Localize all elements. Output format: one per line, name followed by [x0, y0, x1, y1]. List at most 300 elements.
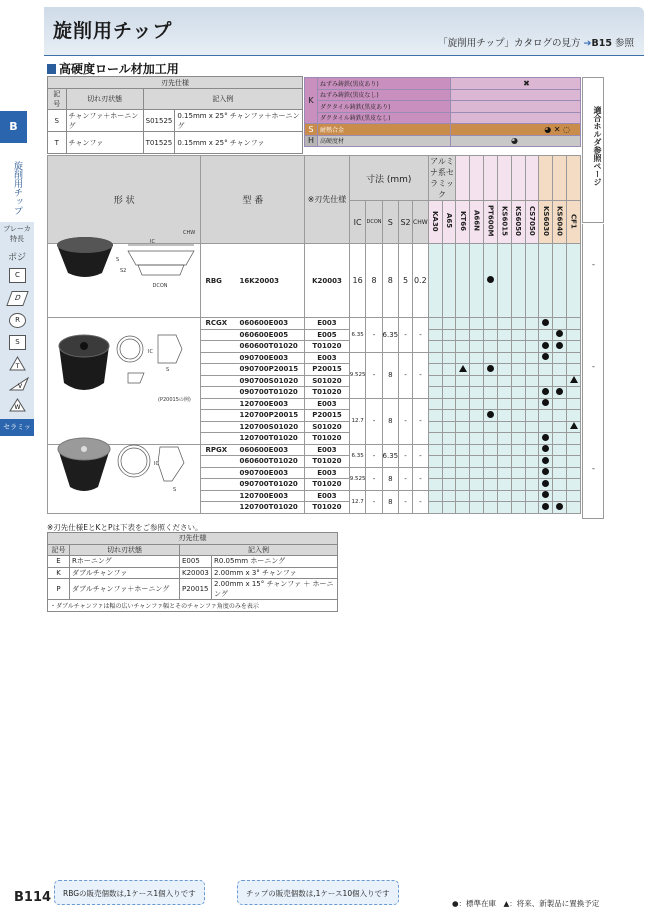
stock-dot-icon: [487, 365, 494, 372]
stock-dot-icon: [542, 468, 549, 475]
edge-spec-header: 記号: [48, 89, 67, 110]
grade-header: KS6040: [555, 206, 564, 236]
model-label: 090700P20015: [239, 365, 299, 374]
stock-dot-icon: [542, 399, 549, 406]
edge-cell: E003: [305, 352, 350, 364]
dim-label: DCON: [152, 283, 168, 289]
grade-cell: [428, 410, 442, 422]
replacement-triangle-icon: [570, 376, 578, 383]
grade-cell: [456, 352, 470, 364]
edge-spec2-header: 記号: [48, 544, 70, 556]
grade-cell: [484, 467, 498, 479]
grade-cell: [539, 433, 553, 445]
replacement-triangle-icon: [459, 365, 467, 372]
grade-cell: [511, 502, 525, 514]
grade-cell: [497, 410, 511, 422]
grade-cell: [553, 467, 567, 479]
edge-spec2-title: 刃先仕様: [48, 533, 338, 545]
grade-cell: [525, 433, 539, 445]
grade-cell: [428, 502, 442, 514]
material-code-k: K: [305, 78, 318, 124]
material-mark: [451, 101, 581, 113]
grade-cell: [484, 444, 498, 456]
dim-label: S: [116, 257, 120, 263]
stock-dot-icon: [487, 276, 494, 283]
grade-cell: [442, 318, 456, 330]
grade-cell: [470, 410, 484, 422]
grade-cell: [456, 479, 470, 491]
sidebar-item-d[interactable]: D: [6, 291, 28, 306]
grade-cell: [539, 467, 553, 479]
dim-cell: 8: [382, 352, 399, 398]
edge-spec2-cell: ダブルチャンファ: [70, 567, 180, 579]
grade-cell: [539, 502, 553, 514]
series-label: RCGX: [205, 319, 228, 328]
grade-cell: [567, 479, 581, 491]
grade-cell: [553, 398, 567, 410]
col-group-header: [511, 156, 525, 201]
edge-spec-cell: T: [48, 132, 67, 154]
dim-cell: -: [399, 490, 413, 513]
sidebar-item-w-label: W: [14, 404, 21, 411]
grade-cell: [470, 456, 484, 468]
edge-cell: S01020: [305, 375, 350, 387]
model-cell: [201, 329, 305, 341]
grade-cell: [470, 479, 484, 491]
page-header: [44, 7, 644, 55]
col-alumina: アルミナ系セラミック: [430, 157, 454, 199]
grade-cell: [539, 410, 553, 422]
grade-cell: [567, 502, 581, 514]
grade-cell: [553, 244, 567, 318]
grade-cell: [511, 318, 525, 330]
grade-cell: [456, 364, 470, 376]
grade-cell: [442, 329, 456, 341]
edge-spec-cell: チャンファ: [66, 132, 143, 154]
grade-cell: [539, 341, 553, 353]
grade-cell: [553, 387, 567, 399]
grade-cell: [442, 421, 456, 433]
stock-dot-icon: [542, 503, 549, 510]
grade-cell: [511, 364, 525, 376]
material-code-h: H: [305, 135, 318, 147]
grade-cell: [511, 329, 525, 341]
rbg-photo: [57, 237, 113, 277]
material-code-s: S: [305, 124, 318, 136]
dim-cell: -: [413, 318, 429, 353]
grade-header: CF1: [569, 213, 578, 229]
sidebar-item-t[interactable]: [9, 356, 26, 371]
stock-dot-icon: [556, 503, 563, 510]
grade-cell: [470, 490, 484, 502]
grade-cell: [511, 375, 525, 387]
grade-cell: [567, 329, 581, 341]
dim-cell: 8: [382, 398, 399, 444]
dim-cell: -: [413, 490, 429, 513]
edge-cell: E003: [305, 318, 350, 330]
grade-cell: [525, 398, 539, 410]
sidebar-nav: [0, 222, 34, 448]
dim-cell: -: [399, 318, 413, 353]
edge-spec2-cell: 2.00mm x 3° チャンファ: [212, 567, 338, 579]
edge-spec2-cell: Rホーニング: [70, 556, 180, 568]
material-label: ねずみ鋳鉄(黒皮なし): [318, 89, 451, 101]
grade-cell: [442, 502, 456, 514]
model-label: 060600T01020: [239, 457, 298, 466]
sidebar-item-c[interactable]: C: [9, 268, 26, 283]
grade-cell: [539, 387, 553, 399]
edge-spec-title: 刃先仕様: [48, 77, 303, 89]
grade-cell: [553, 329, 567, 341]
grade-cell: [442, 433, 456, 445]
grade-header: CS7050: [527, 206, 536, 236]
grade-cell: [567, 341, 581, 353]
grade-header: KA30: [431, 210, 440, 232]
reference-text: 「旋削用チップ」カタログの見方: [438, 38, 581, 49]
model-cell: [201, 479, 305, 491]
edge-cell: E003: [305, 398, 350, 410]
grade-cell: [442, 375, 456, 387]
dim-cell: -: [399, 398, 413, 444]
grade-cell: [428, 479, 442, 491]
dim-cell: 6.35: [382, 318, 399, 353]
dim-cell: -: [366, 352, 382, 398]
grade-cell: [484, 456, 498, 468]
grade-cell: [470, 329, 484, 341]
grade-cell: [428, 244, 442, 318]
material-label: ダクタイル鋳鉄(黒皮なし): [318, 112, 451, 124]
dim-col: S2: [399, 201, 413, 244]
dim-cell: 5: [399, 244, 413, 318]
grade-cell: [484, 421, 498, 433]
page-title: 旋削用チップ: [53, 20, 173, 42]
edge-cell: K20003: [305, 244, 350, 318]
dim-col: DCON: [366, 201, 382, 244]
edge-spec2-cell: E005: [180, 556, 212, 568]
grade-cell: [484, 433, 498, 445]
grade-cell: [525, 456, 539, 468]
dim-col: CHW: [413, 201, 429, 244]
edge-spec-cell: T01525: [143, 132, 175, 154]
model-cell: [201, 421, 305, 433]
grade-cell: [553, 444, 567, 456]
grade-cell: [484, 329, 498, 341]
chapter-vertical-label: 旋削用チップ: [12, 161, 22, 215]
edge-cell: T01020: [305, 387, 350, 399]
holder-ref-rcgx: -: [592, 362, 595, 371]
grade-cell: [511, 433, 525, 445]
grade-cell: [497, 244, 511, 318]
model-label: 16K20003: [239, 276, 279, 285]
grade-cell: [470, 352, 484, 364]
sidebar-item-v[interactable]: [9, 377, 26, 392]
grade-cell: [497, 490, 511, 502]
grade-cell: [497, 421, 511, 433]
edge-spec2-cell: E: [48, 556, 70, 568]
grade-cell: [470, 387, 484, 399]
grade-cell: [484, 490, 498, 502]
grade-cell: [511, 421, 525, 433]
grade-cell: [497, 329, 511, 341]
reference-suffix: 参照: [614, 38, 634, 49]
grade-cell: [484, 375, 498, 387]
dim-cell: 8: [382, 467, 399, 490]
model-cell: [201, 444, 305, 456]
model-cell: [201, 352, 305, 364]
grade-cell: [567, 352, 581, 364]
grade-cell: [525, 318, 539, 330]
model-cell: [201, 502, 305, 514]
edge-spec2-cell: P20015: [180, 579, 212, 600]
grade-cell: [525, 364, 539, 376]
catalog-reference[interactable]: [438, 35, 634, 49]
grade-cell: [525, 410, 539, 422]
stock-dot-icon: [542, 491, 549, 498]
grade-cell: [525, 421, 539, 433]
edge-cell: E005: [305, 329, 350, 341]
grade-cell: [456, 387, 470, 399]
grade-cell: [539, 398, 553, 410]
col-group-header: [497, 156, 511, 201]
dim-cell: -: [366, 318, 382, 353]
col-group-header: [553, 156, 567, 201]
grade-header: PT600M: [486, 205, 495, 237]
edge-cell: T01020: [305, 502, 350, 514]
model-cell: [201, 387, 305, 399]
edge-spec2-cell: ダブルチャンファ＋ホーニング: [70, 579, 180, 600]
grade-cell: [456, 341, 470, 353]
grade-cell: [470, 444, 484, 456]
dim-label: IC: [150, 239, 155, 245]
stock-dot-icon: [542, 342, 549, 349]
grade-cell: [428, 398, 442, 410]
material-mark: ◕ ✕ ◌: [451, 124, 581, 136]
sidebar-item-v-label: V: [17, 383, 23, 390]
model-label: 120700E003: [239, 491, 289, 500]
model-cell: [201, 318, 305, 330]
edge-cell: T01020: [305, 341, 350, 353]
dim-cell: -: [366, 467, 382, 490]
dim-cell: -: [413, 444, 429, 467]
holder-ref-column: [582, 224, 604, 519]
grade-cell: [539, 444, 553, 456]
edge-spec-table-2: [47, 532, 338, 612]
sidebar-item-w[interactable]: [9, 398, 26, 413]
grade-cell: [497, 467, 511, 479]
grade-cell: [470, 318, 484, 330]
reference-page[interactable]: B15: [591, 38, 612, 49]
grade-cell: [428, 341, 442, 353]
edge-cell: P20015: [305, 364, 350, 376]
grade-cell: [442, 387, 456, 399]
dim-label: S2: [120, 268, 127, 274]
chapter-tab-b[interactable]: B: [0, 111, 27, 143]
col-group-header: [539, 156, 553, 201]
col-group-header: [525, 156, 539, 201]
dim-cell: 0.2: [413, 244, 429, 318]
section-square-icon: [47, 64, 56, 74]
grade-cell: [442, 467, 456, 479]
edge-spec-cell: 0.15mm x 25° チャンファ: [175, 132, 303, 154]
grade-cell: [525, 467, 539, 479]
model-cell: [201, 410, 305, 422]
edge-spec-cell: S01525: [143, 110, 175, 132]
model-label: 060600E003: [239, 445, 289, 454]
grade-cell: [525, 375, 539, 387]
grade-cell: [456, 410, 470, 422]
sidebar-item-r[interactable]: R: [9, 313, 26, 328]
model-cell: [201, 341, 305, 353]
grade-cell: [511, 387, 525, 399]
dim-label: IC: [154, 461, 159, 467]
stock-dot-icon: [542, 434, 549, 441]
sidebar-item-posi[interactable]: ポジ: [7, 253, 26, 263]
edge-spec-cell: 0.15mm x 25° チャンファ＋ホーニング: [175, 110, 303, 132]
grade-cell: [484, 398, 498, 410]
edge-cell: E003: [305, 467, 350, 479]
grade-cell: [484, 387, 498, 399]
model-label: 120700P20015: [239, 411, 299, 420]
sidebar-item-ceramic[interactable]: セラミック: [0, 419, 34, 436]
grade-cell: [539, 479, 553, 491]
model-label: 120700E003: [239, 399, 289, 408]
col-dims: 寸法 (mm): [349, 156, 428, 201]
triangle-icon: [9, 356, 26, 371]
grade-cell: [525, 341, 539, 353]
stock-dot-icon: [487, 411, 494, 418]
grade-cell: [553, 318, 567, 330]
model-label: 090700T01020: [239, 388, 298, 397]
grade-cell: [497, 375, 511, 387]
grade-cell: [553, 502, 567, 514]
grade-cell: [484, 318, 498, 330]
grade-cell: [553, 456, 567, 468]
footer-legend: ●：標準在庫 ▲：将来、新製品に置換予定: [452, 899, 600, 908]
grade-cell: [511, 352, 525, 364]
dim-cell: 6.35: [382, 444, 399, 467]
grade-cell: [442, 456, 456, 468]
grade-cell: [442, 341, 456, 353]
material-label: ねずみ鋳鉄(黒皮あり): [318, 78, 451, 90]
stock-dot-icon: [542, 353, 549, 360]
grade-cell: [497, 341, 511, 353]
grade-cell: [456, 375, 470, 387]
grade-cell: [497, 502, 511, 514]
dim-cell: 8: [366, 244, 382, 318]
dim-cell: 6.35: [349, 318, 366, 353]
arrow-icon: ➔: [583, 38, 592, 49]
grade-cell: [442, 364, 456, 376]
grade-cell: [567, 244, 581, 318]
rcgx-drawing: [117, 335, 191, 403]
grade-cell: [525, 244, 539, 318]
grade-cell: [539, 490, 553, 502]
edge-cell: T01020: [305, 433, 350, 445]
model-cell: [201, 433, 305, 445]
model-label: 060600E005: [239, 330, 289, 339]
grade-cell: [539, 352, 553, 364]
grade-cell: [470, 467, 484, 479]
edge-cell: T01020: [305, 456, 350, 468]
model-label: 120700S01020: [239, 422, 299, 431]
grade-cell: [470, 375, 484, 387]
grade-cell: [567, 444, 581, 456]
sidebar-item-breaker[interactable]: ブレーカ特長: [3, 225, 31, 243]
stock-dot-icon: [542, 445, 549, 452]
grade-cell: [428, 467, 442, 479]
replacement-triangle-icon: [570, 422, 578, 429]
grade-cell: [456, 244, 470, 318]
dim-cell: -: [366, 398, 382, 444]
material-mark: ◕: [451, 135, 581, 147]
edge-spec-cell: チャンファ＋ホーニング: [66, 110, 143, 132]
edge-spec2-cell: K20003: [180, 567, 212, 579]
grade-cell: [511, 456, 525, 468]
grade-cell: [470, 244, 484, 318]
dim-cell: 9.525: [349, 352, 366, 398]
dim-label: (P20015の例): [158, 397, 191, 403]
grade-cell: [456, 467, 470, 479]
sidebar-item-s[interactable]: S: [9, 335, 26, 350]
material-mark: [451, 112, 581, 124]
material-label: 高硬度材: [318, 135, 451, 147]
grade-cell: [539, 364, 553, 376]
grade-cell: [456, 490, 470, 502]
grade-cell: [456, 502, 470, 514]
grade-cell: [511, 479, 525, 491]
grade-cell: [484, 410, 498, 422]
grade-cell: [539, 375, 553, 387]
grade-cell: [567, 433, 581, 445]
series-label: RPGX: [205, 445, 228, 454]
grade-cell: [484, 479, 498, 491]
grade-cell: [553, 375, 567, 387]
dim-label: IC: [148, 349, 153, 355]
grade-cell: [470, 341, 484, 353]
grade-cell: [497, 318, 511, 330]
grade-cell: [456, 398, 470, 410]
holder-ref-rbg: -: [592, 260, 595, 269]
model-label: 120700T01020: [239, 503, 298, 512]
section-title-text: 高硬度ロール材加工用: [59, 62, 179, 76]
grade-cell: [539, 456, 553, 468]
dim-cell: 12.7: [349, 490, 366, 513]
grade-cell: [497, 364, 511, 376]
trigon-icon: [9, 398, 26, 413]
grade-cell: [567, 398, 581, 410]
grade-cell: [428, 318, 442, 330]
model-cell: [201, 364, 305, 376]
dim-label: CHW: [183, 230, 196, 236]
sales-note-rbg: RBGの販売個数は,1ケース1個入りです: [54, 880, 205, 905]
grade-cell: [539, 244, 553, 318]
grade-cell: [553, 410, 567, 422]
grade-cell: [553, 352, 567, 364]
grade-cell: [553, 490, 567, 502]
grade-header: KT66: [458, 211, 467, 231]
grade-cell: [567, 421, 581, 433]
model-label: 120700T01020: [239, 434, 298, 443]
stock-dot-icon: [556, 388, 563, 395]
grade-cell: [484, 502, 498, 514]
grade-cell: [456, 329, 470, 341]
model-label: 090700S01020: [239, 376, 299, 385]
grade-cell: [553, 433, 567, 445]
grade-cell: [567, 456, 581, 468]
grade-cell: [511, 410, 525, 422]
dim-cell: -: [413, 467, 429, 490]
grade-header: KS6050: [514, 206, 523, 236]
